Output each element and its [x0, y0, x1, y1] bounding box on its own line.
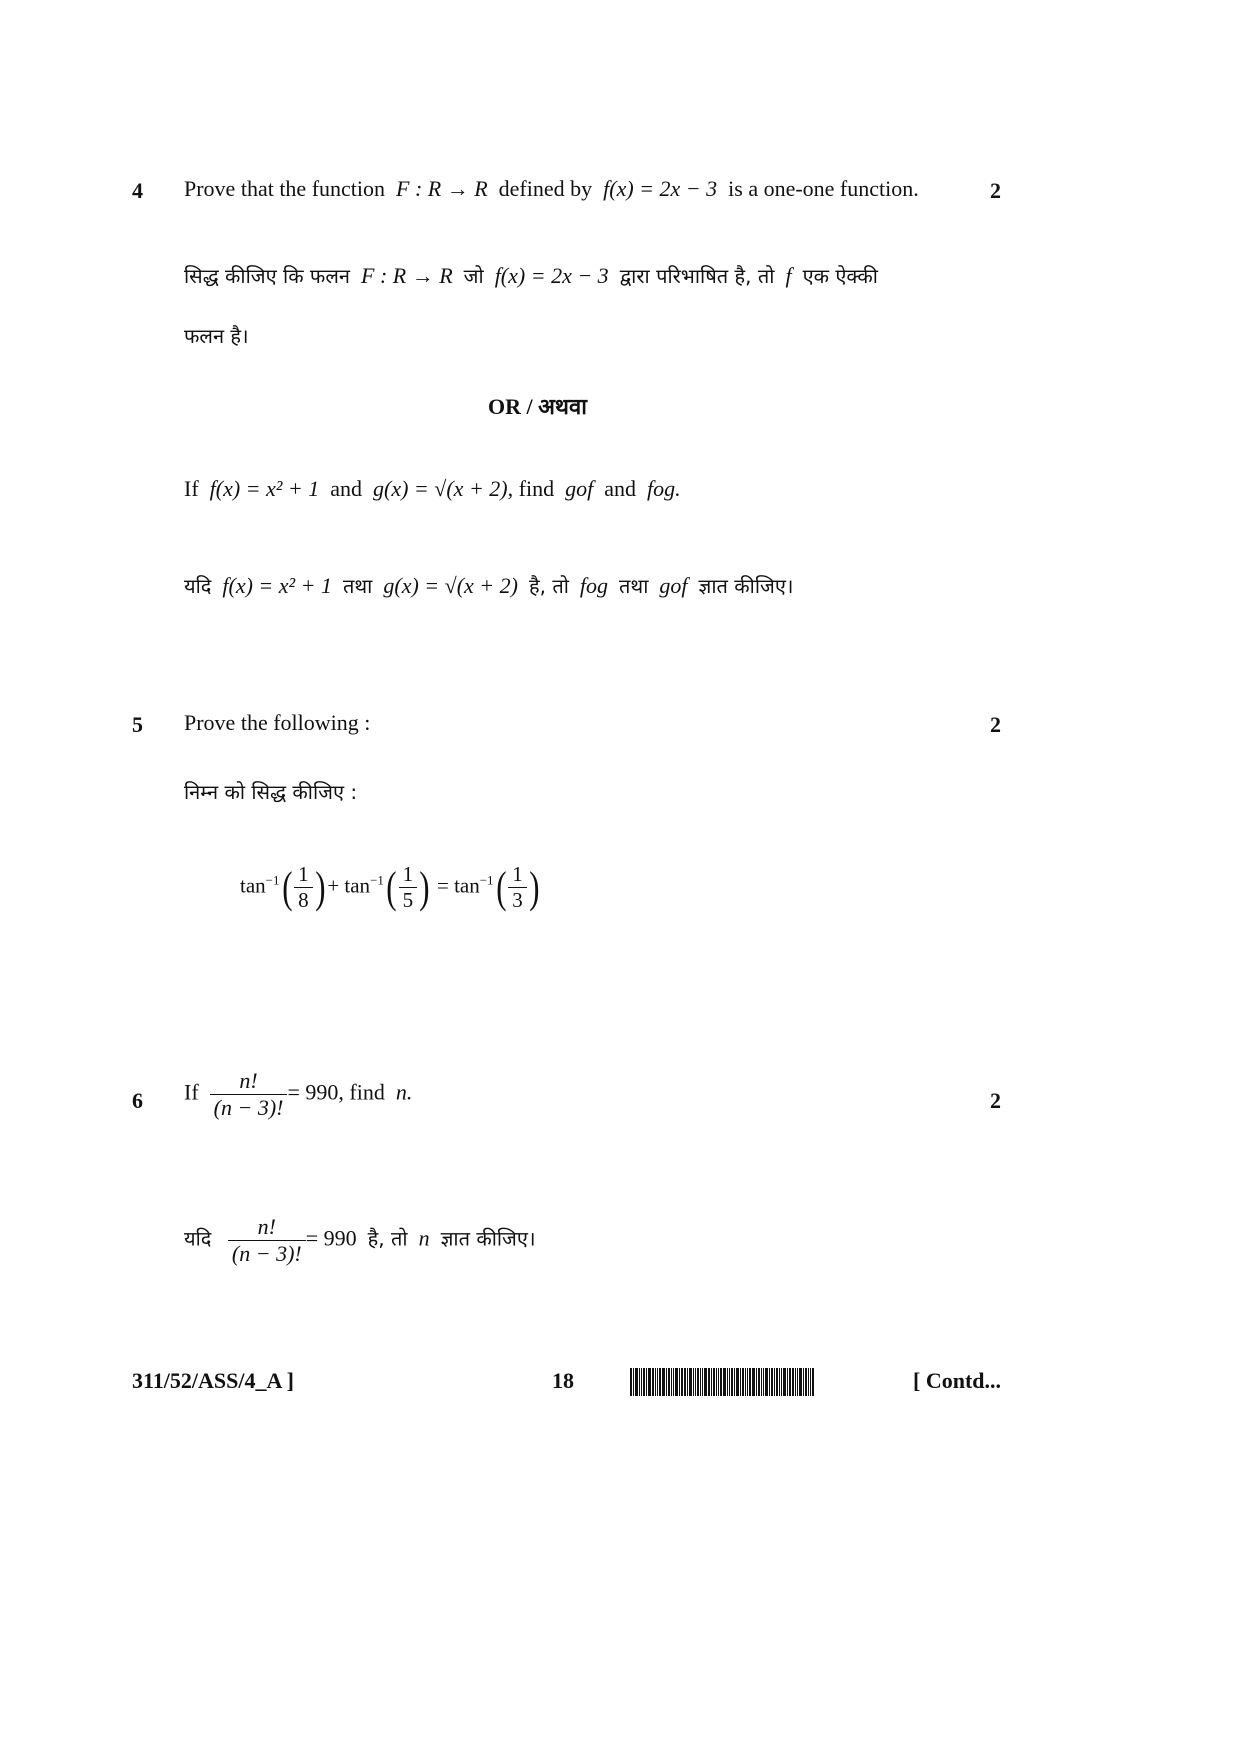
- text: ज्ञात कीजिए।: [440, 1226, 536, 1251]
- barcode-bar: [723, 1368, 726, 1396]
- barcode-bar: [812, 1368, 814, 1396]
- barcode-bar: [711, 1368, 712, 1396]
- barcode-bar: [810, 1368, 811, 1396]
- denominator: 8: [298, 888, 309, 912]
- tan: tan: [454, 873, 480, 898]
- alt-question-en: [184, 476, 681, 502]
- equation: g(x) = √(x + 2): [383, 573, 518, 598]
- marks: 2: [990, 178, 1001, 203]
- equation: g(x) = √(x + 2): [373, 476, 508, 501]
- barcode-bar: [789, 1368, 791, 1396]
- barcode-bar: [795, 1368, 796, 1396]
- fraction: [228, 1214, 306, 1267]
- symbol: fog: [579, 573, 609, 598]
- marks: 2: [990, 1088, 1001, 1113]
- equals: =: [436, 873, 449, 898]
- text: , find: [338, 1079, 385, 1105]
- paren-close: ): [314, 863, 326, 912]
- text: एक ऐक्की: [802, 264, 878, 288]
- barcode-bar: [681, 1368, 683, 1396]
- numerator: 1: [399, 862, 418, 888]
- inverse: −1: [265, 872, 280, 888]
- barcode-bar: [639, 1368, 640, 1396]
- barcode-bar: [774, 1368, 775, 1396]
- question-number: 5: [132, 712, 143, 737]
- barcode-bar: [805, 1368, 807, 1396]
- text: Prove that the function: [184, 176, 386, 201]
- text: जो: [463, 264, 484, 288]
- text: and: [604, 476, 636, 501]
- barcode-bar: [662, 1368, 665, 1396]
- barcode-bar: [666, 1368, 667, 1396]
- barcode-bar: [718, 1368, 719, 1396]
- barcode-bar: [641, 1368, 642, 1396]
- barcode-bar: [745, 1368, 746, 1396]
- text: सिद्ध कीजिए कि फलन: [184, 264, 350, 288]
- barcode-bar: [756, 1368, 757, 1396]
- text: is a one-one function.: [728, 176, 919, 201]
- barcode-bar: [687, 1368, 688, 1396]
- symbol: n.: [395, 1079, 413, 1105]
- alt-question-hi: [184, 572, 794, 599]
- symbol: gof: [565, 476, 594, 501]
- barcode-bar: [652, 1368, 654, 1396]
- text: and: [330, 476, 363, 501]
- rhs: = 990: [287, 1079, 339, 1105]
- barcode-bar: [792, 1368, 794, 1396]
- barcode-bar: [643, 1368, 645, 1396]
- fraction: [294, 862, 313, 913]
- text: तथा: [343, 574, 373, 598]
- inverse: −1: [370, 872, 384, 888]
- barcode-bar: [689, 1368, 692, 1396]
- text: यदि: [184, 1226, 212, 1251]
- barcode-bar: [727, 1368, 728, 1396]
- barcode-bar: [783, 1368, 786, 1396]
- barcode-bar: [673, 1368, 674, 1396]
- barcode-bar: [700, 1368, 701, 1396]
- paren-open: (: [281, 863, 292, 912]
- barcode-bar: [720, 1368, 722, 1396]
- barcode-bar: [702, 1368, 703, 1396]
- question-text-en: Prove the following :: [184, 710, 371, 735]
- numerator: n!: [228, 1214, 306, 1241]
- barcode-bar: [657, 1368, 658, 1396]
- question-text-hi: [184, 1214, 536, 1267]
- question-text-hi: [184, 262, 878, 289]
- barcode-bar: [740, 1368, 741, 1396]
- paren-close: ): [528, 863, 540, 912]
- question-text-en: [184, 1068, 412, 1121]
- text: द्वारा परिभाषित है, तो: [619, 264, 775, 288]
- barcode-bar: [769, 1368, 770, 1396]
- mapping: F : R → R: [361, 263, 453, 288]
- plus: +: [327, 873, 340, 898]
- question-number: 6: [132, 1088, 143, 1113]
- text: तथा: [619, 574, 649, 598]
- barcode-bar: [742, 1368, 744, 1396]
- barcode-bar: [668, 1368, 670, 1396]
- symbol: gof: [659, 573, 688, 598]
- barcode-bar: [697, 1368, 699, 1396]
- question-number: 4: [132, 178, 143, 203]
- text: defined by: [498, 176, 593, 201]
- text: ज्ञात कीजिए।: [698, 574, 794, 598]
- barcode-bar: [781, 1368, 782, 1396]
- contd-label: [ Contd...: [913, 1368, 1002, 1393]
- barcode-bar: [736, 1368, 739, 1396]
- barcode-bar: [648, 1368, 651, 1396]
- identity-equation: [240, 862, 541, 913]
- barcode-bar: [787, 1368, 788, 1396]
- barcode-bar: [779, 1368, 780, 1396]
- equation: f(x) = x² + 1: [209, 476, 320, 501]
- question-text-hi-line2: फलन है।: [184, 324, 249, 348]
- barcode-bar: [633, 1368, 634, 1396]
- page-number: 18: [552, 1368, 574, 1393]
- barcode-bar: [630, 1368, 632, 1396]
- barcode-bar: [747, 1368, 748, 1396]
- text: है, तो: [367, 1226, 408, 1251]
- barcode-bar: [655, 1368, 656, 1396]
- barcode-bar: [729, 1368, 730, 1396]
- barcode-bar: [776, 1368, 778, 1396]
- equation: f(x) = 2x − 3: [603, 176, 718, 201]
- question-text-hi: निम्न को सिद्ध कीजिए :: [184, 780, 358, 804]
- equation: f(x) = x² + 1: [222, 573, 332, 598]
- barcode-bar: [693, 1368, 694, 1396]
- text: है, तो: [528, 574, 569, 598]
- text: , find: [507, 476, 555, 501]
- paper-code: 311/52/ASS/4_A ]: [132, 1368, 294, 1393]
- tan: tan: [344, 873, 371, 898]
- tan: tan: [240, 873, 266, 898]
- numerator: 1: [508, 862, 527, 888]
- barcode-bar: [671, 1368, 672, 1396]
- question-text-en: [184, 176, 919, 202]
- barcode-bar: [704, 1368, 707, 1396]
- numerator: 1: [294, 862, 313, 888]
- fraction: [399, 862, 418, 913]
- barcode-bar: [771, 1368, 773, 1396]
- numerator: n!: [210, 1068, 288, 1095]
- denominator: (n − 3)!: [213, 1095, 284, 1120]
- marks: 2: [990, 712, 1001, 737]
- symbol: fog.: [646, 476, 681, 501]
- or-label: OR / अथवा: [488, 394, 587, 419]
- barcode-bar: [803, 1368, 804, 1396]
- barcode-bar: [758, 1368, 760, 1396]
- barcode-bar: [646, 1368, 647, 1396]
- text: If: [184, 1079, 199, 1105]
- barcode: [630, 1368, 815, 1396]
- barcode-bar: [734, 1368, 735, 1396]
- symbol: n: [418, 1225, 430, 1251]
- barcode-bar: [797, 1368, 798, 1396]
- barcode-bar: [659, 1368, 661, 1396]
- equation: f(x) = 2x − 3: [494, 263, 609, 288]
- barcode-bar: [761, 1368, 762, 1396]
- paren-open: (: [386, 863, 397, 912]
- text: यदि: [184, 574, 212, 598]
- denominator: 3: [512, 888, 523, 912]
- fraction: [210, 1068, 288, 1121]
- mapping: F : R → R: [396, 176, 488, 201]
- barcode-bar: [731, 1368, 733, 1396]
- barcode-bar: [808, 1368, 809, 1396]
- barcode-bar: [799, 1368, 802, 1396]
- barcode-bar: [635, 1368, 638, 1396]
- paren-open: (: [495, 863, 507, 912]
- inverse: −1: [479, 872, 494, 888]
- fraction: [508, 862, 527, 913]
- barcode-bar: [708, 1368, 710, 1396]
- denominator: 5: [402, 888, 414, 912]
- denominator: (n − 3)!: [231, 1241, 302, 1266]
- barcode-bar: [713, 1368, 715, 1396]
- barcode-bar: [763, 1368, 764, 1396]
- text: If: [184, 476, 199, 501]
- barcode-bar: [675, 1368, 678, 1396]
- rhs: = 990: [305, 1225, 357, 1251]
- barcode-bar: [749, 1368, 751, 1396]
- barcode-bar: [716, 1368, 717, 1396]
- barcode-bar: [684, 1368, 686, 1396]
- barcode-bar: [679, 1368, 680, 1396]
- barcode-bar: [752, 1368, 755, 1396]
- barcode-bar: [765, 1368, 768, 1396]
- paren-close: ): [419, 863, 430, 912]
- barcode-bar: [695, 1368, 696, 1396]
- symbol: f: [785, 263, 792, 288]
